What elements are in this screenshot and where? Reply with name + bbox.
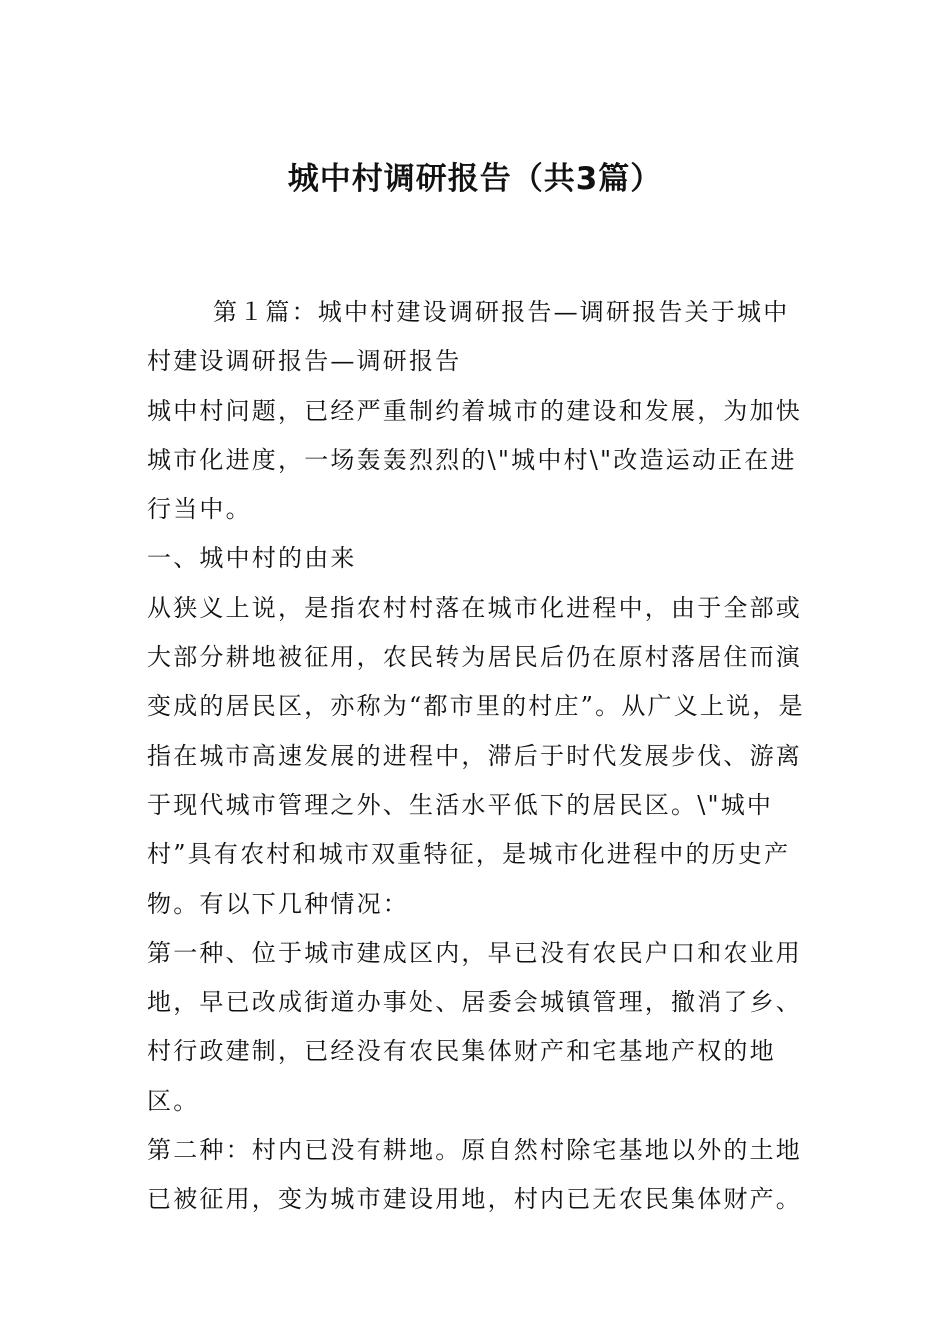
paragraph-intro: 城中村问题，已经严重制约着城市的建设和发展，为加快城市化进度，一场轰轰烈烈的\"城中村\"改造运动正在进行当中。 [147, 396, 802, 524]
paragraph-definition: 从狭义上说，是指农村村落在城市化进程中，由于全部或大部分耕地被征用，农民转为居民后仍在原村落居住而演变成的居民区，亦称为“都市里的村庄”。从广义上说，是指在城市高速发展的进程中，滞后于时代发展步伐、游离于现代城市管理之外、生活水平低下的居民区。\"城中村”具有农村和城市双重特征，是城市化进程中的历史产物。有以下几种情况： [147, 593, 805, 918]
document-title: 城中村调研报告（共3篇） [287, 161, 663, 197]
paragraph-type-one: 第一种、位于城市建成区内，早已没有农民户口和农业用地，早已改成街道办事处、居委会城镇管理，撤消了乡、村行政建制，已经没有农民集体财产和宅基地产权的地区。 [147, 938, 802, 1115]
document-body [147, 288, 809, 1225]
paragraph-type-two: 第二种：村内已没有耕地。原自然村除宅基地以外的土地已被征用，变为城市建设用地，村内已无农民集体财产。 [147, 1136, 802, 1214]
section-heading-origin: 一、城中村的由来 [147, 544, 357, 573]
paragraph-chapter-heading: 第１篇：城中村建设调研报告—调研报告关于城中村建设调研报告—调研报告 [147, 298, 790, 376]
